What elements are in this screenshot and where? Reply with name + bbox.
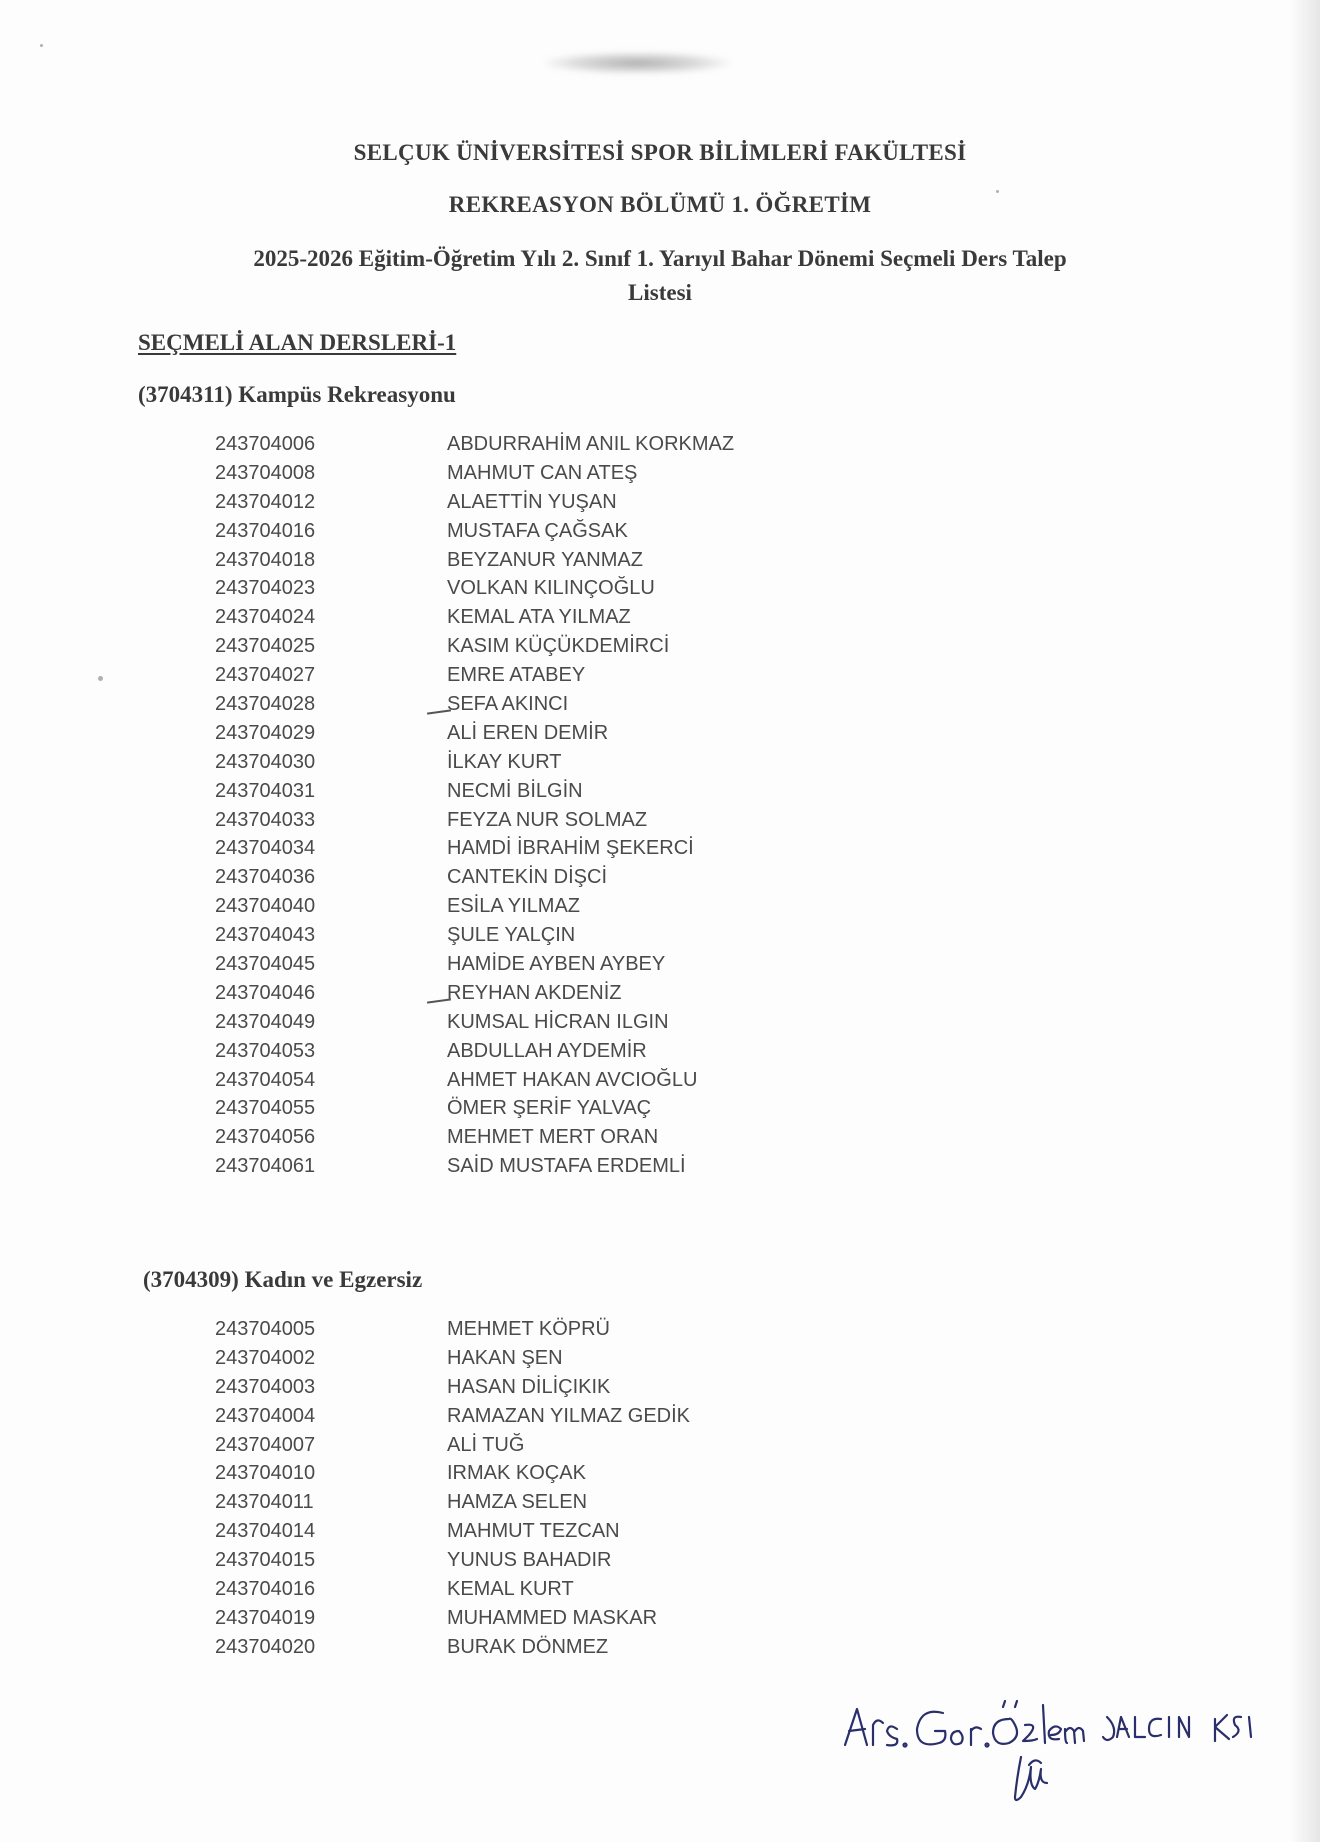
student-id: 243704023 xyxy=(215,577,316,600)
student-id: 243704020 xyxy=(215,1635,316,1658)
student-row xyxy=(215,690,734,719)
student-id: 243704043 xyxy=(215,924,316,947)
student-id: 243704033 xyxy=(215,808,316,831)
blurred-stamp xyxy=(545,52,730,74)
student-name: KUMSAL HİCRAN ILGIN xyxy=(447,1010,669,1033)
student-id: 243704004 xyxy=(215,1404,316,1427)
student-row xyxy=(215,892,734,921)
student-row xyxy=(215,1037,734,1066)
student-name: SAİD MUSTAFA ERDEMLİ xyxy=(447,1155,686,1178)
student-name: ABDURRAHİM ANIL KORKMAZ xyxy=(447,433,735,455)
student-name: HAMZA SELEN xyxy=(447,1491,588,1514)
student-id: 243704012 xyxy=(215,490,316,513)
student-name: NECMİ BİLGİN xyxy=(447,779,583,802)
student-name: HAMDİ İBRAHİM ŞEKERCİ xyxy=(447,837,694,860)
student-id: 243704005 xyxy=(215,1318,316,1340)
student-row xyxy=(215,1094,734,1123)
student-name: MUHAMMED MASKAR xyxy=(447,1606,658,1629)
student-name: ÖMER ŞERİF YALVAÇ xyxy=(447,1097,652,1120)
student-name: SEFA AKINCI xyxy=(447,693,569,716)
course-title-kampus: (3704311) Kampüs Rekreasyonu xyxy=(138,382,456,407)
student-name: BURAK DÖNMEZ xyxy=(447,1635,609,1658)
student-name: HASAN DİLİÇIKIK xyxy=(447,1375,611,1398)
student-row xyxy=(215,517,734,546)
student-row xyxy=(215,863,734,892)
student-name: MAHMUT TEZCAN xyxy=(447,1520,620,1543)
student-id: 243704007 xyxy=(215,1433,316,1456)
student-name: ESİLA YILMAZ xyxy=(447,895,581,918)
student-row xyxy=(215,1152,734,1181)
student-name: REYHAN AKDENİZ xyxy=(447,981,622,1004)
course-title-kadin: (3704309) Kadın ve Egzersiz xyxy=(143,1267,423,1292)
student-name: HAMİDE AYBEN AYBEY xyxy=(447,953,666,976)
student-id: 243704018 xyxy=(215,548,316,571)
student-list-kadin xyxy=(215,1315,690,1662)
student-row xyxy=(215,1604,690,1633)
student-row xyxy=(215,777,734,806)
student-name: AHMET HAKAN AVCIOĞLU xyxy=(447,1068,698,1091)
student-row xyxy=(215,1517,690,1546)
student-name: KEMAL ATA YILMAZ xyxy=(447,606,631,629)
student-name: MEHMET KÖPRÜ xyxy=(447,1318,610,1340)
student-row xyxy=(215,546,734,575)
student-row xyxy=(215,950,734,979)
student-id: 243704055 xyxy=(215,1097,316,1120)
student-row xyxy=(215,1546,690,1575)
student-row xyxy=(215,661,734,690)
student-id: 243704049 xyxy=(215,1010,316,1033)
student-id: 243704036 xyxy=(215,866,316,889)
student-id: 243704053 xyxy=(215,1039,316,1062)
student-row xyxy=(215,459,734,488)
student-id: 243704016 xyxy=(215,1578,316,1601)
student-id: 243704002 xyxy=(215,1346,316,1369)
student-row xyxy=(215,921,734,950)
student-row xyxy=(215,1633,690,1662)
student-row xyxy=(215,1066,734,1095)
student-id: 243704045 xyxy=(215,953,316,976)
department-title: REKREASYON BÖLÜMÜ 1. ÖĞRETİM xyxy=(448,192,872,217)
student-name: ALİ TUĞ xyxy=(447,1433,525,1456)
student-row xyxy=(215,488,734,517)
student-row xyxy=(215,1488,690,1517)
student-name: ŞULE YALÇIN xyxy=(447,924,576,947)
student-id: 243704011 xyxy=(215,1491,314,1514)
student-name: YUNUS BAHADIR xyxy=(447,1549,612,1572)
student-row xyxy=(215,1344,690,1373)
student-row xyxy=(215,719,734,748)
student-id: 243704003 xyxy=(215,1375,316,1398)
student-name: MAHMUT CAN ATEŞ xyxy=(447,461,638,484)
student-id: 243704030 xyxy=(215,750,316,773)
student-name: EMRE ATABEY xyxy=(447,664,586,687)
student-id: 243704046 xyxy=(215,981,316,1004)
student-name: KASIM KÜÇÜKDEMİRCİ xyxy=(447,635,670,658)
student-name: FEYZA NUR SOLMAZ xyxy=(447,808,648,831)
student-id: 243704031 xyxy=(215,779,316,802)
student-row xyxy=(215,1008,734,1037)
student-id: 243704015 xyxy=(215,1549,316,1572)
student-name: CANTEKİN DİŞCİ xyxy=(447,866,608,889)
student-row xyxy=(215,1575,690,1604)
student-id: 243704061 xyxy=(215,1155,316,1178)
student-id: 243704034 xyxy=(215,837,316,860)
handwritten-signature xyxy=(835,1695,1275,1835)
student-id: 243704028 xyxy=(215,693,316,716)
student-row xyxy=(215,574,734,603)
student-row xyxy=(215,748,734,777)
student-id: 243704008 xyxy=(215,461,316,484)
list-title-line-2: Listesi xyxy=(628,280,692,305)
student-id: 243704010 xyxy=(215,1462,316,1485)
student-name: BEYZANUR YANMAZ xyxy=(447,548,643,571)
student-row xyxy=(215,1431,690,1460)
student-row xyxy=(215,806,734,835)
student-row xyxy=(215,430,734,459)
student-id: 243704027 xyxy=(215,664,316,687)
student-id: 243704024 xyxy=(215,606,316,629)
student-row xyxy=(215,632,734,661)
student-id: 243704006 xyxy=(215,433,316,455)
student-name: ALİ EREN DEMİR xyxy=(447,721,609,744)
paper-speck xyxy=(98,676,103,681)
student-id: 243704016 xyxy=(215,519,316,542)
student-row xyxy=(215,1459,690,1488)
student-row xyxy=(215,979,734,1008)
student-row xyxy=(215,1373,690,1402)
student-id: 243704029 xyxy=(215,721,316,744)
student-row xyxy=(215,834,734,863)
student-row xyxy=(215,1402,690,1431)
student-name: ABDULLAH AYDEMİR xyxy=(447,1039,647,1062)
student-name: VOLKAN KILINÇOĞLU xyxy=(447,577,655,600)
student-name: ALAETTİN YUŞAN xyxy=(447,490,617,513)
student-row xyxy=(215,1123,734,1152)
student-name: İLKAY KURT xyxy=(447,750,562,773)
student-name: KEMAL KURT xyxy=(447,1578,574,1601)
student-name: IRMAK KOÇAK xyxy=(447,1462,586,1485)
student-id: 243704054 xyxy=(215,1068,316,1091)
student-id: 243704019 xyxy=(215,1606,316,1629)
student-id: 243704040 xyxy=(215,895,316,918)
student-row xyxy=(215,1315,690,1344)
faculty-title: SELÇUK ÜNİVERSİTESİ SPOR BİLİMLERİ FAKÜLTESİ xyxy=(353,140,967,165)
student-name: RAMAZAN YILMAZ GEDİK xyxy=(447,1404,691,1427)
student-row xyxy=(215,603,734,632)
list-title-line-1: 2025-2026 Eğitim-Öğretim Yılı 2. Sınıf 1. Yarıyıl Bahar Dönemi Seçmeli Ders Talep xyxy=(253,246,1067,271)
student-id: 243704025 xyxy=(215,635,316,658)
student-list-kampus xyxy=(215,430,734,1181)
student-name: MEHMET MERT ORAN xyxy=(447,1126,659,1149)
list-title xyxy=(0,242,1320,310)
student-id: 243704056 xyxy=(215,1126,316,1149)
student-name: HAKAN ŞEN xyxy=(447,1346,563,1369)
paper-speck xyxy=(40,44,43,47)
student-name: MUSTAFA ÇAĞSAK xyxy=(447,519,628,542)
section-title: SEÇMELİ ALAN DERSLERİ-1 xyxy=(138,330,457,355)
student-id: 243704014 xyxy=(215,1520,316,1543)
